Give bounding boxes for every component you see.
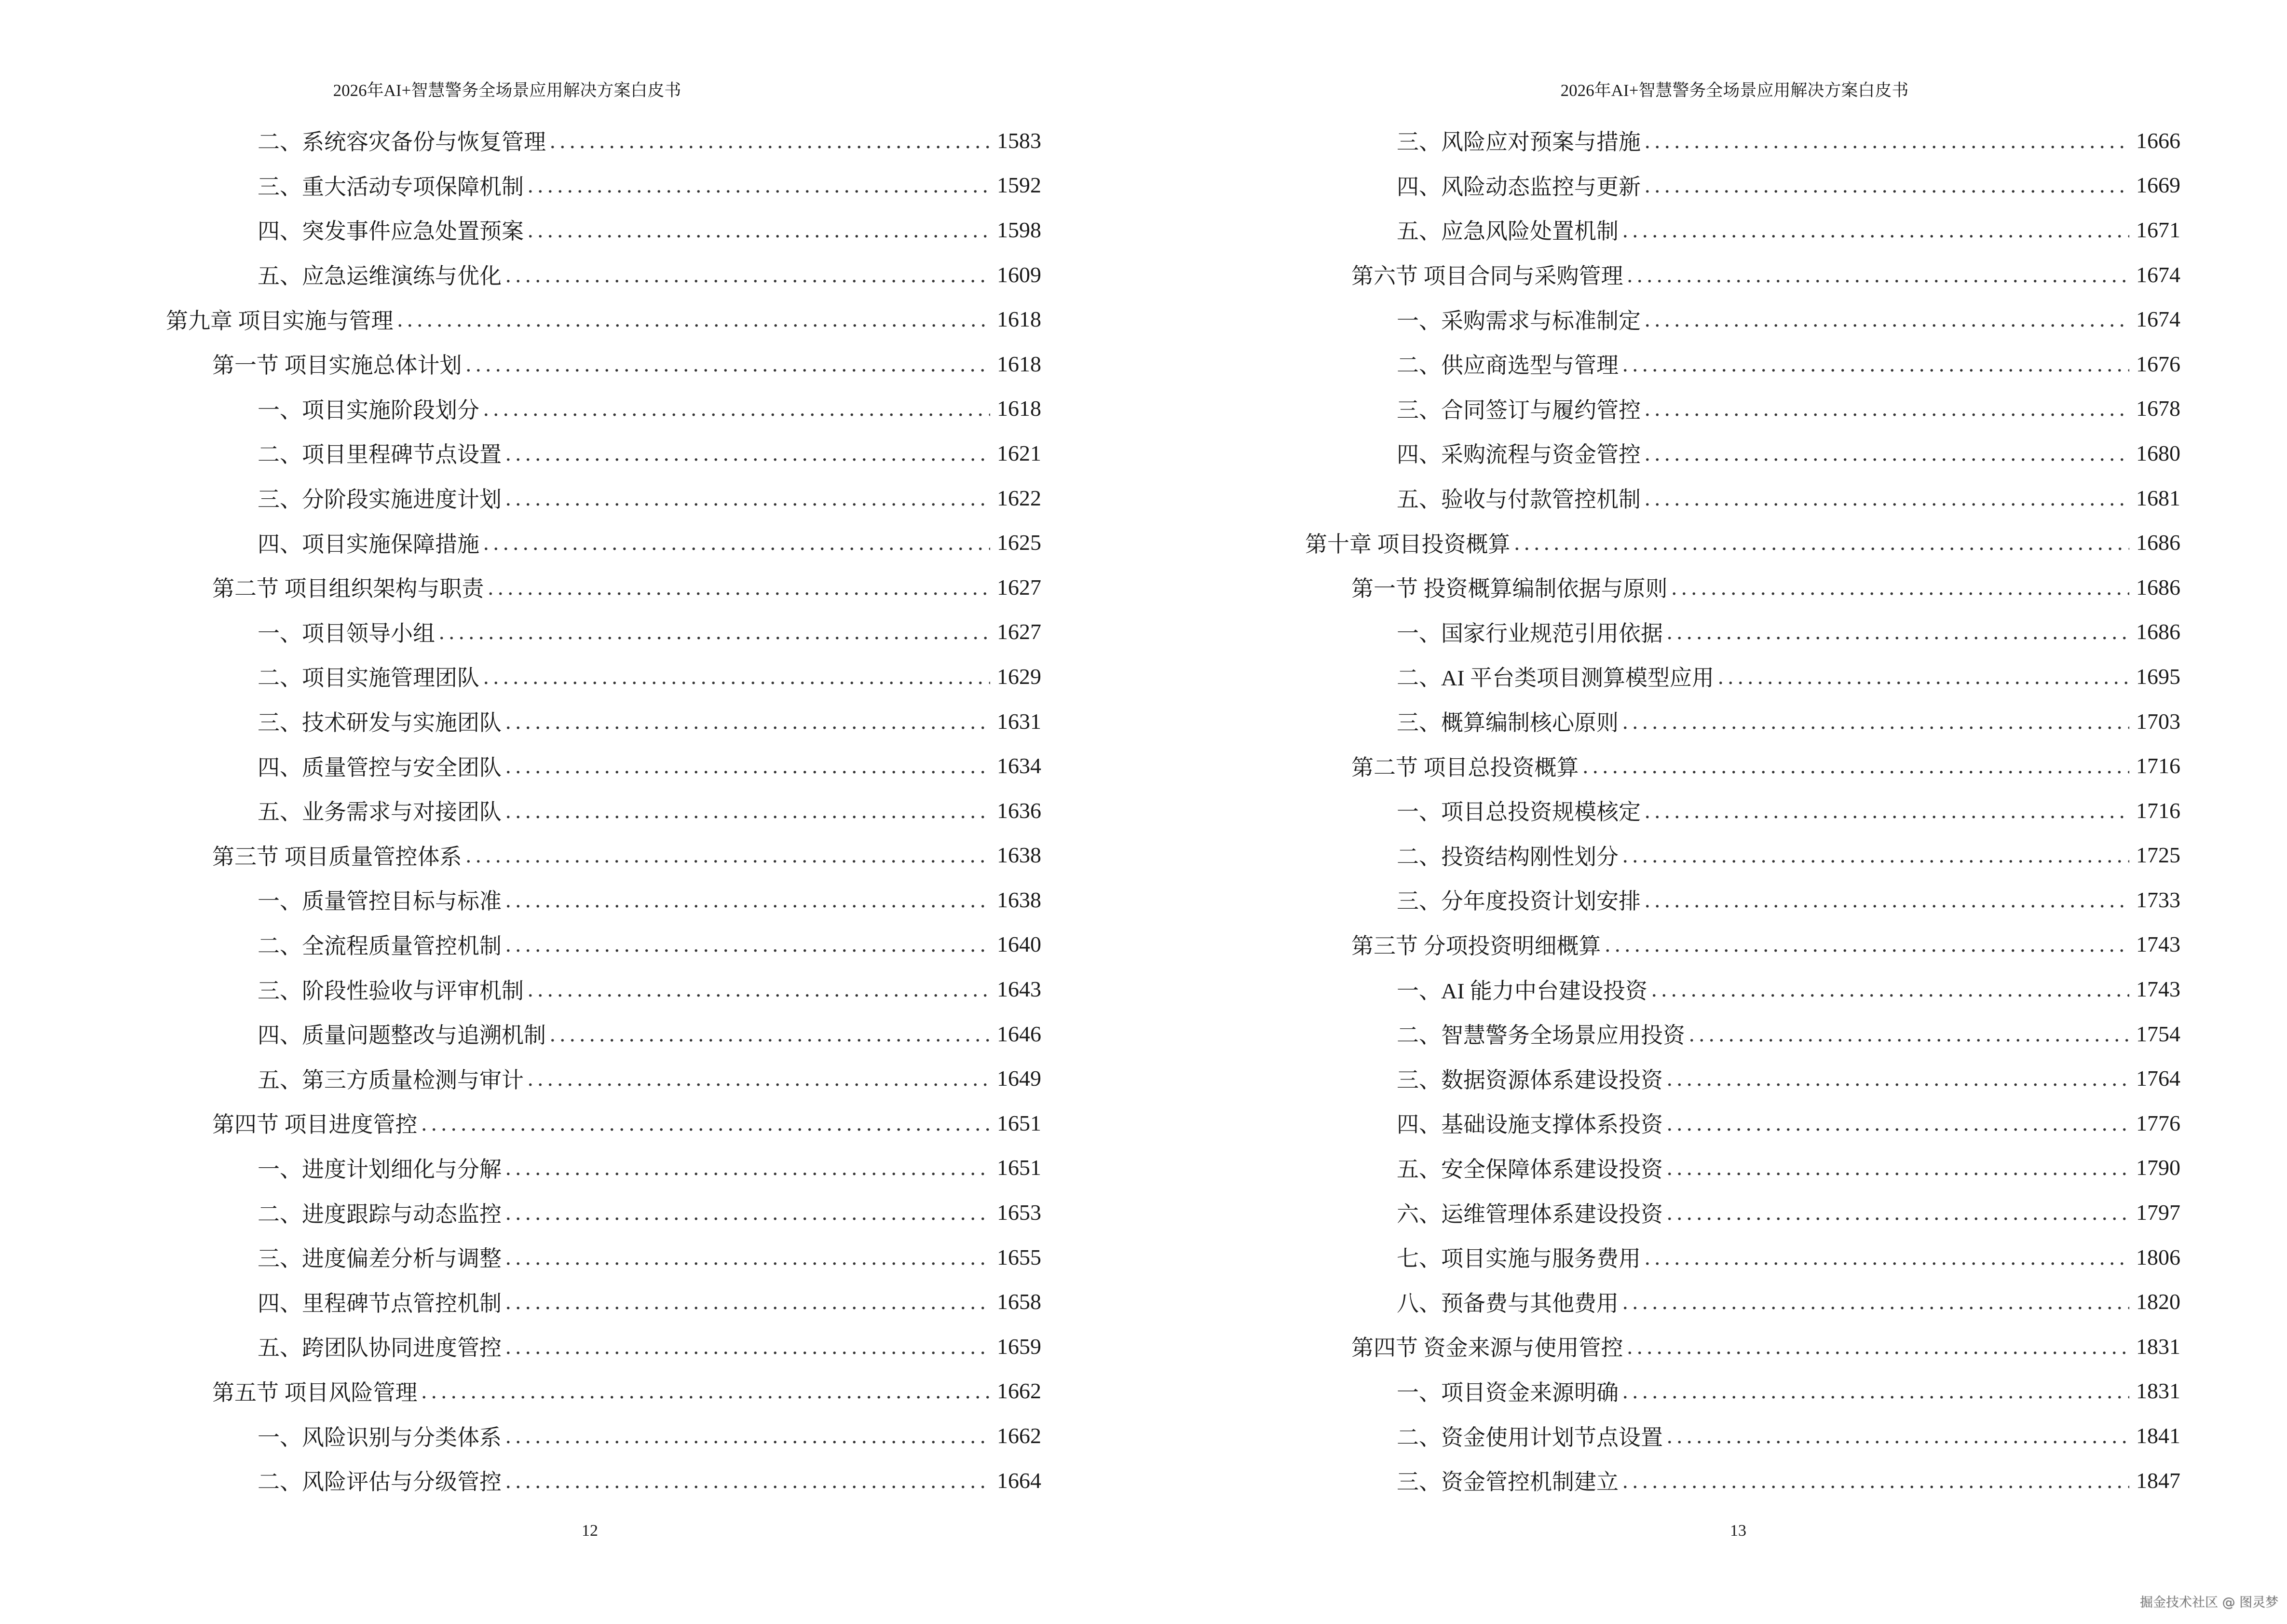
toc-entry-page: 1634 (997, 753, 1041, 778)
right-page (1144, 0, 2287, 1624)
toc-entry-page: 1743 (2136, 932, 2180, 957)
dot-leader (1667, 1200, 2129, 1225)
toc-entry-title: 二、AI 平台类项目测算模型应用 (1397, 666, 1715, 691)
toc-entry[interactable] (166, 1146, 1041, 1190)
toc-entry-page: 1686 (2136, 619, 2180, 644)
dot-leader (422, 1110, 991, 1136)
toc-entry-title: 三、阶段性验收与评审机制 (258, 978, 524, 1003)
toc-entry-title: 第六节 项目合同与采购管理 (1351, 264, 1623, 289)
toc-entry-title: 第三节 项目质量管控体系 (212, 844, 462, 869)
toc-entry-page: 1678 (2136, 396, 2180, 421)
dot-leader (505, 262, 990, 287)
dot-leader (422, 1378, 991, 1404)
dot-leader (528, 172, 990, 198)
toc-entry-title: 五、业务需求与对接团队 (258, 800, 502, 825)
toc-entry-page: 1695 (2136, 664, 2180, 689)
dot-leader (505, 485, 990, 511)
toc-entry[interactable] (166, 1056, 1041, 1101)
toc-entry[interactable] (166, 699, 1041, 744)
toc-entry[interactable] (166, 565, 1041, 610)
toc-entry[interactable] (1305, 654, 2180, 699)
toc-entry-title: 一、项目实施阶段划分 (258, 397, 479, 423)
toc-entry-page: 1653 (997, 1200, 1041, 1225)
dot-leader (1645, 485, 2129, 511)
toc-entry-title: 五、安全保障体系建设投资 (1397, 1157, 1663, 1182)
dot-leader (488, 574, 991, 600)
dot-leader (1672, 574, 2130, 600)
toc-entry-title: 二、资金使用计划节点设置 (1397, 1425, 1663, 1450)
toc-entry-title: 四、质量管控与安全团队 (258, 755, 502, 780)
toc-entry-page: 1831 (2136, 1378, 2180, 1404)
toc-entry-title: 五、验收与付款管控机制 (1397, 487, 1641, 512)
toc-entry-page: 1820 (2136, 1289, 2180, 1314)
toc-entry-title: 六、运维管理体系建设投资 (1397, 1201, 1663, 1227)
toc-entry-title: 二、项目实施管理团队 (258, 666, 479, 691)
toc-entry[interactable] (166, 386, 1041, 431)
toc-entry-page: 1764 (2136, 1066, 2180, 1091)
toc-entry[interactable] (166, 476, 1041, 520)
toc-entry-title: 四、里程碑节点管控机制 (258, 1291, 502, 1316)
toc-entry-title: 第四节 项目进度管控 (212, 1112, 418, 1137)
dot-leader (505, 1155, 990, 1180)
toc-entry-page: 1686 (2136, 530, 2180, 555)
dot-leader (1651, 976, 2129, 1002)
toc-entry-title: 一、风险识别与分类体系 (258, 1425, 502, 1450)
toc-entry-page: 1674 (2136, 307, 2180, 332)
toc-entry-title: 第四节 资金来源与使用管控 (1351, 1336, 1623, 1361)
toc-entry-page: 1671 (2136, 217, 2180, 242)
toc-entry-page: 1629 (997, 664, 1041, 689)
toc-entry-title: 四、质量问题整改与追溯机制 (258, 1023, 546, 1048)
toc-entry[interactable] (1305, 341, 2180, 386)
dot-leader (528, 1065, 990, 1091)
dot-leader (439, 619, 990, 644)
dot-leader (1645, 1244, 2129, 1270)
toc-entry-title: 一、进度计划细化与分解 (258, 1157, 502, 1182)
toc-entry[interactable] (1305, 118, 2180, 163)
toc-entry[interactable] (1305, 297, 2180, 341)
dot-leader (1689, 1021, 2129, 1047)
toc-entry-page: 1676 (2136, 351, 2180, 376)
toc-entry[interactable] (1305, 386, 2180, 431)
toc-entry-title: 第一节 项目实施总体计划 (212, 353, 462, 378)
toc-entry-title: 二、进度跟踪与动态监控 (258, 1201, 502, 1227)
dot-leader (1667, 1155, 2129, 1180)
toc-entry-title: 五、应急风险处置机制 (1397, 219, 1619, 244)
toc-entry-page: 1636 (997, 798, 1041, 823)
dot-leader (1645, 128, 2129, 153)
toc-entry-title: 四、基础设施支撑体系投资 (1397, 1112, 1663, 1137)
toc-entry-title: 二、供应商选型与管理 (1397, 353, 1619, 378)
toc-entry-page: 1649 (997, 1066, 1041, 1091)
watermark: 掘金技术社区 @ 图灵梦 (2139, 1595, 2278, 1610)
toc-entry[interactable] (1305, 476, 2180, 520)
toc-entry-page: 1651 (997, 1110, 1041, 1135)
dot-leader (550, 1021, 990, 1047)
toc-entry-page: 1659 (997, 1334, 1041, 1359)
dot-leader (1645, 306, 2129, 332)
toc-entry-title: 一、项目总投资规模核定 (1397, 800, 1641, 825)
toc-entry[interactable] (166, 833, 1041, 878)
toc-entry[interactable] (166, 788, 1041, 833)
toc-entry[interactable] (1305, 699, 2180, 744)
dot-leader (483, 664, 990, 689)
toc-entry-title: 一、国家行业规范引用依据 (1397, 621, 1663, 646)
toc-entry-page: 1681 (2136, 485, 2180, 510)
dot-leader (1667, 1065, 2129, 1091)
toc-entry-page: 1664 (997, 1468, 1041, 1493)
dot-leader (505, 1468, 990, 1493)
toc-entry[interactable] (166, 207, 1041, 252)
toc-entry-page: 1666 (2136, 128, 2180, 153)
dot-leader (1667, 1423, 2129, 1448)
toc-entry-page: 1643 (997, 977, 1041, 1002)
toc-entry[interactable] (166, 163, 1041, 208)
dot-leader (505, 887, 990, 913)
toc-entry-title: 第三节 分项投资明细概算 (1351, 933, 1601, 958)
dot-leader (505, 931, 990, 957)
toc-entry-title: 二、全流程质量管控机制 (258, 933, 502, 958)
dot-leader (1605, 931, 2130, 957)
toc-entry-page: 1621 (997, 440, 1041, 465)
toc-entry-page: 1725 (2136, 843, 2180, 868)
toc-entry[interactable] (166, 1235, 1041, 1280)
toc-entry[interactable] (166, 118, 1041, 163)
dot-leader (1645, 172, 2129, 198)
dot-leader (505, 1334, 990, 1359)
toc-entry-title: 四、风险动态监控与更新 (1397, 174, 1641, 199)
toc-entry[interactable] (1305, 967, 2180, 1011)
toc-entry[interactable] (1305, 252, 2180, 297)
dot-leader (505, 1244, 990, 1270)
page-header: 2026年AI+智慧警务全场景应用解决方案白皮书 (333, 81, 681, 100)
toc-entry[interactable] (1305, 833, 2180, 878)
toc-entry-page: 1627 (997, 619, 1041, 644)
toc-entry[interactable] (1305, 788, 2180, 833)
dot-leader (1645, 440, 2129, 466)
toc-entry-title: 四、项目实施保障措施 (258, 532, 479, 557)
toc-entry-title: 三、数据资源体系建设投资 (1397, 1067, 1663, 1092)
toc-entry-page: 1618 (997, 396, 1041, 421)
toc-entry-title: 第二节 项目组织架构与职责 (212, 576, 484, 601)
toc-entry-title: 三、分阶段实施进度计划 (258, 487, 502, 512)
toc-entry[interactable] (1305, 877, 2180, 922)
toc-entry-page: 1651 (997, 1155, 1041, 1180)
toc-entry-page: 1640 (997, 932, 1041, 957)
dot-leader (505, 1289, 990, 1314)
toc-entry[interactable] (166, 520, 1041, 565)
toc-entry-page: 1686 (2136, 574, 2180, 600)
toc-entry[interactable] (166, 1369, 1041, 1414)
page-number: 12 (582, 1522, 598, 1540)
toc-entry-title: 第十章 项目投资概算 (1305, 532, 1511, 557)
toc-entry-page: 1646 (997, 1021, 1041, 1046)
dot-leader (483, 396, 990, 421)
toc-entry[interactable] (166, 743, 1041, 788)
dot-leader (1622, 217, 2129, 243)
toc-entry-title: 三、风险应对预案与措施 (1397, 130, 1641, 155)
page-header: 2026年AI+智慧警务全场景应用解决方案白皮书 (1560, 81, 1909, 100)
toc-entry-page: 1841 (2136, 1423, 2180, 1448)
dot-leader (1514, 530, 2130, 555)
toc-entry[interactable] (166, 431, 1041, 476)
toc-entry-page: 1716 (2136, 753, 2180, 778)
toc-entry-page: 1618 (997, 351, 1041, 376)
toc-entry[interactable] (1305, 207, 2180, 252)
toc-entry[interactable] (1305, 1101, 2180, 1146)
toc-entry-page: 1806 (2136, 1244, 2180, 1269)
toc-entry-page: 1618 (997, 307, 1041, 332)
toc-entry-title: 七、项目实施与服务费用 (1397, 1246, 1641, 1271)
dot-leader (397, 306, 991, 332)
toc-entry-page: 1592 (997, 173, 1041, 198)
toc-entry[interactable] (166, 610, 1041, 655)
dot-leader (1622, 351, 2129, 377)
toc-entry-page: 1583 (997, 128, 1041, 153)
dot-leader (505, 1423, 990, 1448)
toc-entry-title: 五、第三方质量检测与审计 (258, 1067, 524, 1092)
toc-entry-page: 1703 (2136, 709, 2180, 734)
toc-entry-title: 第一节 投资概算编制依据与原则 (1351, 576, 1668, 601)
toc-entry[interactable] (166, 1458, 1041, 1503)
toc-entry[interactable] (1305, 1279, 2180, 1324)
toc-entry-page: 1658 (997, 1289, 1041, 1314)
toc-entry-title: 二、项目里程碑节点设置 (258, 442, 502, 467)
dot-leader (1622, 1378, 2129, 1404)
toc-entry[interactable] (1305, 1369, 2180, 1414)
toc-entry-title: 二、风险评估与分级管控 (258, 1470, 502, 1495)
dot-leader (505, 1200, 990, 1225)
toc-entry[interactable] (166, 1413, 1041, 1458)
toc-entry[interactable] (166, 1101, 1041, 1146)
toc-entry[interactable] (166, 252, 1041, 297)
toc-entry-title: 一、质量管控目标与标准 (258, 889, 502, 914)
toc-entry-page: 1743 (2136, 977, 2180, 1002)
toc-entry[interactable] (1305, 1011, 2180, 1056)
toc-entry-title: 第二节 项目总投资概算 (1351, 755, 1579, 780)
toc-entry[interactable] (1305, 431, 2180, 476)
toc-entry-page: 1790 (2136, 1155, 2180, 1180)
toc-list (166, 118, 1041, 1502)
toc-entry-title: 一、项目领导小组 (258, 621, 435, 646)
toc-entry[interactable] (1305, 743, 2180, 788)
toc-entry-page: 1598 (997, 217, 1041, 242)
toc-entry-page: 1669 (2136, 173, 2180, 198)
dot-leader (1645, 887, 2129, 913)
toc-entry[interactable] (1305, 1458, 2180, 1503)
toc-entry-page: 1662 (997, 1423, 1041, 1448)
toc-entry-title: 二、投资结构刚性划分 (1397, 844, 1619, 869)
toc-entry-page: 1847 (2136, 1468, 2180, 1493)
toc-entry-title: 三、概算编制核心原则 (1397, 710, 1619, 736)
toc-entry-title: 第九章 项目实施与管理 (166, 308, 394, 333)
dot-leader (1667, 619, 2129, 644)
dot-leader (505, 753, 990, 778)
toc-entry-title: 三、技术研发与实施团队 (258, 710, 502, 736)
dot-leader (1645, 396, 2129, 421)
toc-entry-title: 五、跨团队协同进度管控 (258, 1336, 502, 1361)
toc-entry-page: 1625 (997, 530, 1041, 555)
toc-entry[interactable] (1305, 163, 2180, 208)
dot-leader (1627, 1334, 2130, 1359)
toc-entry-title: 三、重大活动专项保障机制 (258, 174, 524, 199)
toc-entry-title: 三、合同签订与履约管控 (1397, 397, 1641, 423)
page-number: 13 (1730, 1522, 1746, 1540)
toc-entry-page: 1631 (997, 709, 1041, 734)
toc-entry[interactable] (1305, 1324, 2180, 1369)
dot-leader (483, 530, 990, 555)
toc-entry-page: 1655 (997, 1244, 1041, 1269)
toc-entry-title: 八、预备费与其他费用 (1397, 1291, 1619, 1316)
dot-leader (1583, 753, 2130, 778)
toc-entry-page: 1776 (2136, 1110, 2180, 1135)
toc-entry-page: 1680 (2136, 440, 2180, 465)
toc-entry-page: 1716 (2136, 798, 2180, 823)
toc-entry[interactable] (1305, 610, 2180, 655)
toc-entry-title: 四、采购流程与资金管控 (1397, 442, 1641, 467)
dot-leader (1627, 262, 2130, 287)
dot-leader (505, 440, 990, 466)
toc-entry-page: 1797 (2136, 1200, 2180, 1225)
toc-entry-title: 一、项目资金来源明确 (1397, 1380, 1619, 1405)
toc-entry-page: 1754 (2136, 1021, 2180, 1046)
toc-entry-title: 二、智慧警务全场景应用投资 (1397, 1023, 1685, 1048)
toc-entry[interactable] (166, 922, 1041, 967)
toc-list (1305, 118, 2180, 1502)
toc-entry-page: 1831 (2136, 1334, 2180, 1359)
toc-entry[interactable] (166, 341, 1041, 386)
dot-leader (505, 798, 990, 823)
dot-leader (528, 976, 990, 1002)
toc-entry-page: 1609 (997, 262, 1041, 287)
dot-leader (1622, 1289, 2129, 1314)
toc-entry-page: 1638 (997, 843, 1041, 868)
toc-entry-page: 1638 (997, 887, 1041, 912)
toc-entry-page: 1662 (997, 1378, 1041, 1404)
toc-entry-title: 一、采购需求与标准制定 (1397, 308, 1641, 333)
dot-leader (466, 351, 991, 377)
toc-entry-title: 四、突发事件应急处置预案 (258, 219, 524, 244)
toc-entry[interactable] (1305, 1190, 2180, 1235)
toc-entry[interactable] (1305, 1413, 2180, 1458)
toc-entry[interactable] (1305, 1146, 2180, 1190)
toc-entry-page: 1733 (2136, 887, 2180, 912)
toc-entry[interactable] (1305, 1056, 2180, 1101)
dot-leader (466, 842, 991, 868)
toc-entry[interactable] (166, 1011, 1041, 1056)
toc-entry[interactable] (166, 654, 1041, 699)
toc-entry[interactable] (166, 1324, 1041, 1369)
dot-leader (1622, 709, 2129, 734)
toc-entry-title: 三、资金管控机制建立 (1397, 1470, 1619, 1495)
toc-entry-page: 1674 (2136, 262, 2180, 287)
dot-leader (550, 128, 990, 153)
toc-entry-title: 二、系统容灾备份与恢复管理 (258, 130, 546, 155)
toc-entry-title: 三、分年度投资计划安排 (1397, 889, 1641, 914)
toc-entry[interactable] (1305, 565, 2180, 610)
dot-leader (1622, 842, 2129, 868)
toc-entry[interactable] (1305, 520, 2180, 565)
dot-leader (505, 709, 990, 734)
toc-entry-title: 一、AI 能力中台建设投资 (1397, 978, 1648, 1003)
dot-leader (1718, 664, 2129, 689)
toc-entry-page: 1627 (997, 574, 1041, 600)
dot-leader (528, 217, 990, 243)
toc-entry[interactable] (1305, 1235, 2180, 1280)
dot-leader (1667, 1110, 2129, 1136)
toc-entry[interactable] (166, 877, 1041, 922)
toc-entry-page: 1622 (997, 485, 1041, 510)
toc-entry[interactable] (166, 967, 1041, 1011)
toc-entry[interactable] (166, 297, 1041, 341)
toc-entry-title: 三、进度偏差分析与调整 (258, 1246, 502, 1271)
toc-entry[interactable] (166, 1190, 1041, 1235)
dot-leader (1622, 1468, 2129, 1493)
dot-leader (1645, 798, 2129, 823)
toc-entry-title: 第五节 项目风险管理 (212, 1380, 418, 1405)
toc-entry-title: 五、应急运维演练与优化 (258, 264, 502, 289)
toc-entry[interactable] (166, 1279, 1041, 1324)
toc-entry[interactable] (1305, 922, 2180, 967)
